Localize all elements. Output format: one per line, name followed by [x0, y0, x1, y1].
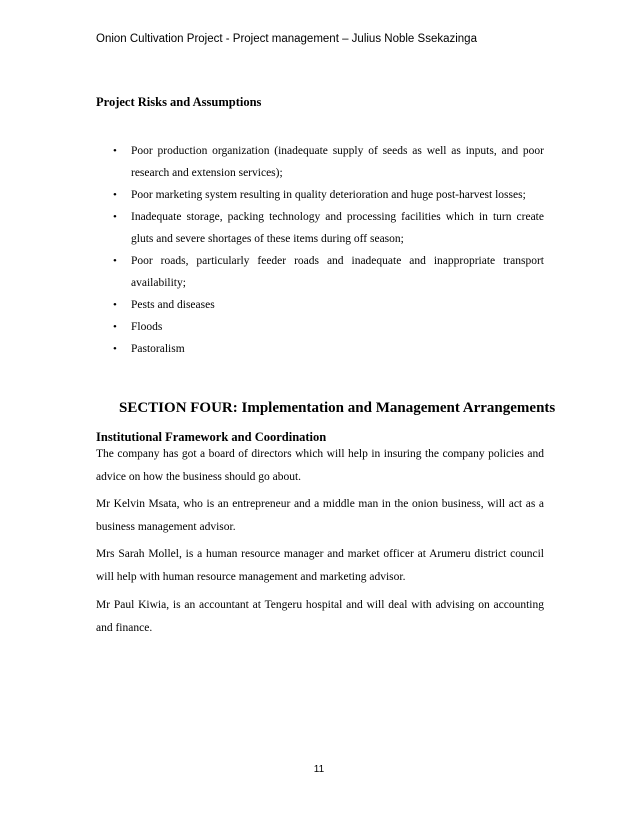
bullet-icon: •	[113, 255, 117, 267]
risk-text: Poor roads, particularly feeder roads and inadequate and inappropriate transport availability;	[131, 255, 544, 289]
section-title: SECTION FOUR: Implementation and Management Arrangements	[119, 400, 556, 416]
bullet-icon: •	[113, 321, 117, 333]
bullet-icon: •	[113, 145, 117, 157]
bullet-icon: •	[113, 189, 117, 201]
risk-text: Floods	[131, 321, 163, 333]
list-item	[96, 184, 544, 206]
list-item	[96, 206, 544, 250]
risk-text: Inadequate storage, packing technology and processing facilities which in turn create gluts and severe shortages of these items during off season;	[131, 211, 544, 245]
institutional-framework-heading: Institutional Framework and Coordination	[96, 430, 327, 444]
paragraph-board-of-directors: The company has got a board of directors which will help in insuring the company policies and advice on how the business should go about.	[96, 448, 544, 483]
risk-text: Poor production organization (inadequate supply of seeds as well as inputs, and poor research and extension services);	[131, 145, 544, 179]
bullet-icon: •	[113, 343, 117, 355]
paragraph-hr-advisor: Mrs Sarah Mollel, is a human resource manager and market officer at Arumeru district council will help with human resource management and marketing advisor.	[96, 548, 544, 583]
bullet-icon: •	[113, 211, 117, 223]
list-item	[96, 316, 544, 338]
bullet-icon: •	[113, 299, 117, 311]
list-item	[96, 294, 544, 316]
paragraph-finance-advisor: Mr Paul Kiwia, is an accountant at Tengeru hospital and will deal with advising on accounting and finance.	[96, 599, 544, 634]
risk-text: Pests and diseases	[131, 299, 215, 311]
page-number: 11	[313, 764, 325, 775]
list-item	[96, 250, 544, 294]
list-item	[96, 338, 544, 360]
risk-text: Pastoralism	[131, 343, 185, 355]
risks-heading: Project Risks and Assumptions	[96, 95, 262, 109]
list-item	[96, 140, 544, 184]
risks-list	[96, 140, 544, 360]
page-header: Onion Cultivation Project - Project management – Julius Noble Ssekazinga	[96, 33, 477, 45]
paragraph-business-advisor: Mr Kelvin Msata, who is an entrepreneur and a middle man in the onion business, will act as a business management advisor.	[96, 498, 544, 533]
risk-text: Poor marketing system resulting in quality deterioration and huge post-harvest losses;	[131, 189, 526, 201]
